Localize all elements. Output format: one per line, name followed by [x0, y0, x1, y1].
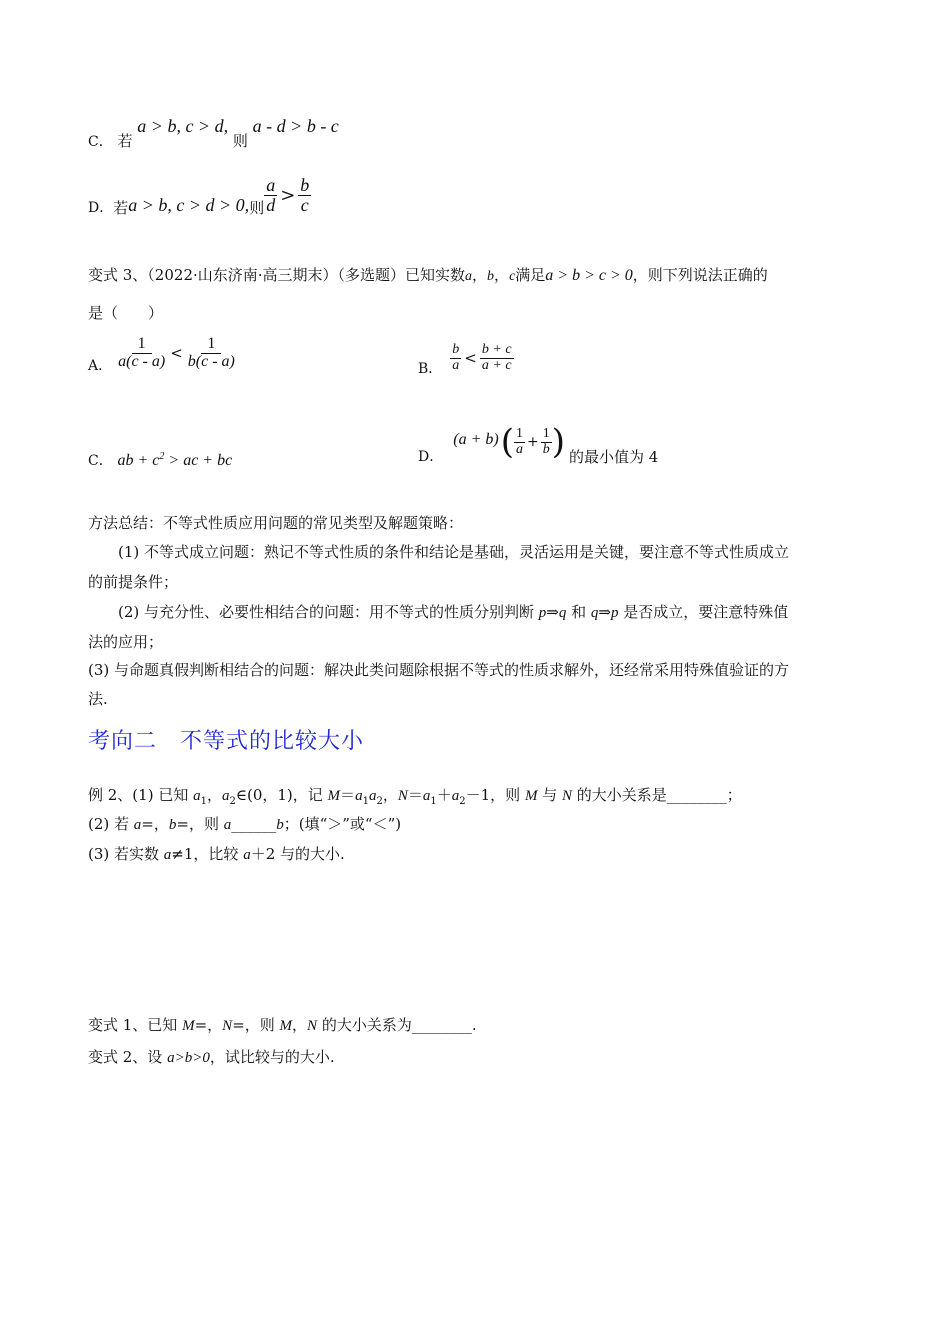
option-d-fraction-1 [264, 176, 277, 215]
v3-option-c-expr-a: ab + c [117, 452, 160, 469]
prev-option-c [88, 116, 339, 150]
ex2-l3-m1: a [163, 847, 172, 863]
summary-p2-a1: (2) 与充分性、必要性相结合的问题：用不等式的性质分别判断 [118, 603, 539, 621]
v3-b-relation: < [464, 349, 477, 368]
ex2-l3-b: ≠1，比较 [171, 845, 244, 863]
ex2-l1-s2: 2 [229, 796, 236, 807]
v3-option-d-frac-b [541, 427, 552, 457]
example2-line2 [88, 813, 401, 834]
variant3-option-b [418, 342, 514, 378]
variant3-sep2: ， [494, 266, 510, 284]
ex2-l2-m4: b [276, 817, 284, 833]
v3-a-den2: b(c - a) [187, 352, 235, 370]
ex2-l3-a: (3) 若实数 [88, 845, 164, 863]
ex2-l3-m2: a [243, 847, 251, 863]
ex2-l1-i: －1，则 [465, 786, 525, 804]
v3-option-d-tail: 的最小值为 4 [568, 447, 659, 466]
ex2-l1-j: 与 [537, 786, 562, 804]
v3-a-num1: 1 [132, 336, 152, 354]
ex2-l1-m2: a [222, 788, 230, 804]
variant3-sep1: ， [472, 266, 488, 284]
ex2-l1-m1: a [193, 788, 201, 804]
summary-point-3-cont: 法. [88, 690, 108, 708]
ex2-l2-m1: a [133, 817, 142, 833]
variant3-var-b: b [487, 269, 495, 284]
ex2-l1-h1: a [422, 788, 431, 804]
variant3-var-a: a [465, 269, 473, 284]
summary-p2-m1: p⇒q [538, 605, 567, 621]
v1-M2: M [279, 1018, 293, 1034]
v3-option-a-fraction-2 [186, 336, 237, 371]
option-d-frac2-num: b [300, 175, 310, 195]
variant3-stem-line2: 是（ ） [88, 304, 164, 322]
ex2-l1-M: M [327, 788, 341, 804]
ex2-l1-k: 的大小关系是________； [572, 786, 742, 804]
ex2-l1-h2: a [451, 788, 460, 804]
option-c-ze: 则 [232, 132, 248, 150]
ex2-l1-b: ， [206, 786, 222, 804]
v3-d-den-a: a [515, 441, 523, 457]
v3-b-den2: a + c [481, 357, 512, 373]
v3-d-one1: 1 [515, 425, 523, 441]
option-c-label: C． [88, 134, 113, 150]
variant3-var-c: c [509, 269, 516, 284]
variant1-line [88, 1014, 477, 1035]
v3-option-d-right-paren: ) [551, 422, 565, 462]
option-d-condition: a > b, c > d > 0, [128, 194, 250, 215]
v3-b-den1: a [452, 357, 460, 373]
variant3-option-c [88, 450, 232, 470]
v3-option-a-label: A． [88, 358, 113, 375]
v2-a: 变式 2、设 [88, 1048, 168, 1066]
v3-option-b-fraction-2 [480, 343, 514, 373]
ex2-l1-g: ＝ [407, 786, 423, 804]
ex2-l2-m2: b [168, 817, 177, 833]
ex2-l1-N: N [397, 788, 408, 804]
variant2-line [88, 1046, 335, 1067]
v3-option-c-label: C． [88, 453, 113, 469]
v3-a-relation: < [170, 344, 183, 363]
variant3-stem [88, 264, 768, 285]
ex2-l1-d: ＝ [340, 786, 356, 804]
ex2-l1-c: ∈(0，1)，记 [235, 786, 328, 804]
summary-point-1-cont: 的前提条件； [88, 573, 179, 591]
option-d-relation: > [280, 184, 296, 206]
option-d-ruo: 若 [113, 198, 129, 217]
variant3-ask: ，则下列说法正确的 [632, 266, 768, 284]
summary-point-3: (3) 与命题真假判断相结合的问题：解决此类问题除根据不等式的性质求解外，还经常采用特殊值验证的方 [88, 661, 790, 679]
example2-line3 [88, 843, 345, 864]
variant3-option-a [88, 335, 237, 375]
variant3-condition: a > b > c > 0 [545, 267, 633, 284]
ex2-l1-a: 例 2、(1) 已知 [88, 786, 194, 804]
option-c-ruo: 若 [117, 132, 133, 150]
ex2-l1-s1: 1 [200, 796, 207, 807]
v1-d: ， [292, 1016, 308, 1034]
option-d-frac1-num: a [266, 175, 276, 195]
v1-N: N [222, 1018, 233, 1034]
v1-e: 的大小关系为________. [317, 1016, 477, 1034]
v3-option-d-label: D． [418, 449, 444, 465]
variant3-option-d [418, 422, 659, 466]
v3-b-num2: b + c [481, 342, 512, 357]
option-d-ze: 则 [249, 198, 265, 217]
v3-option-c-exponent: 2 [159, 451, 165, 462]
section-heading: 考向二 不等式的比较大小 [88, 729, 365, 754]
v3-a-num2: 1 [201, 336, 221, 354]
summary-point-2 [118, 601, 788, 622]
ex2-l2-c: =，则 [176, 815, 224, 833]
option-d-label: D． [88, 200, 114, 217]
summary-p2-m2: q⇒p [590, 605, 619, 621]
ex2-l2-blank: ______ [231, 815, 277, 833]
v1-c: =，则 [232, 1016, 280, 1034]
ex2-l1-h1s: 1 [430, 796, 437, 807]
ex2-l1-f: ， [382, 786, 398, 804]
v1-M: M [182, 1018, 195, 1034]
option-d-frac2-den: c [300, 194, 309, 215]
ex2-l1-e1: a [355, 788, 363, 804]
ex2-l1-e2: a [368, 788, 377, 804]
variant3-intro: 变式 3、（2022·山东济南·高三期末）（多选题）已知实数 [88, 266, 466, 284]
example2-line1 [88, 784, 742, 807]
v3-d-den-b: b [542, 441, 550, 457]
summary-point-1: (1) 不等式成立问题：熟记不等式性质的条件和结论是基础，灵活运用是关键，要注意不等式性质成立 [118, 543, 790, 561]
v3-option-d-lead: (a + b) [453, 431, 499, 448]
ex2-l1-e1s: 1 [362, 796, 369, 807]
option-d-frac1-den: d [266, 194, 276, 215]
v3-a-den1: a(c - a) [118, 352, 166, 370]
v3-b-num1: b [452, 342, 460, 357]
ex2-l2-e: ；(填“＞”或“＜”) [283, 815, 402, 833]
option-d-fraction-2 [298, 176, 311, 215]
summary-title: 方法总结：不等式性质应用问题的常见类型及解题策略： [88, 514, 464, 532]
ex2-l2-b: =， [141, 815, 169, 833]
ex2-l2-m3: a [223, 817, 232, 833]
v3-option-b-label: B． [418, 361, 443, 378]
ex2-l2-a: (2) 若 [88, 815, 134, 833]
summary-point-2-cont: 法的应用； [88, 633, 164, 651]
prev-option-d [88, 176, 311, 215]
v2-m: a>b>0 [167, 1050, 210, 1066]
v3-option-d-left-paren: ( [500, 422, 514, 462]
ex2-l1-M2: M [524, 788, 538, 804]
v1-a: 变式 1、已知 [88, 1016, 183, 1034]
v3-option-d-frac-a [514, 427, 525, 457]
v3-option-a-fraction-1 [116, 336, 167, 371]
variant3-manzu: 满足 [515, 266, 546, 284]
v3-d-one2: 1 [542, 425, 550, 441]
ex2-l3-c: ＋2 与的大小. [250, 845, 345, 863]
ex2-l1-e2s: 2 [376, 796, 383, 807]
v3-option-b-fraction-1 [450, 343, 461, 373]
v2-b: ，试比较与的大小. [209, 1048, 335, 1066]
ex2-l1-h2s: 2 [459, 796, 466, 807]
summary-p2-a2: 和 [566, 603, 591, 621]
summary-p2-a3: 是否成立，要注意特殊值 [618, 603, 789, 621]
v3-d-plus: + [526, 434, 539, 450]
v1-b: =， [194, 1016, 223, 1034]
v1-N2: N [307, 1018, 318, 1034]
ex2-l1-plus: ＋ [436, 786, 452, 804]
option-c-conclusion: a - d > b - c [252, 116, 339, 136]
option-c-condition: a > b, c > d, [137, 116, 229, 136]
v3-option-c-expr-b: > ac + bc [164, 452, 233, 469]
ex2-l1-N2: N [561, 788, 572, 804]
